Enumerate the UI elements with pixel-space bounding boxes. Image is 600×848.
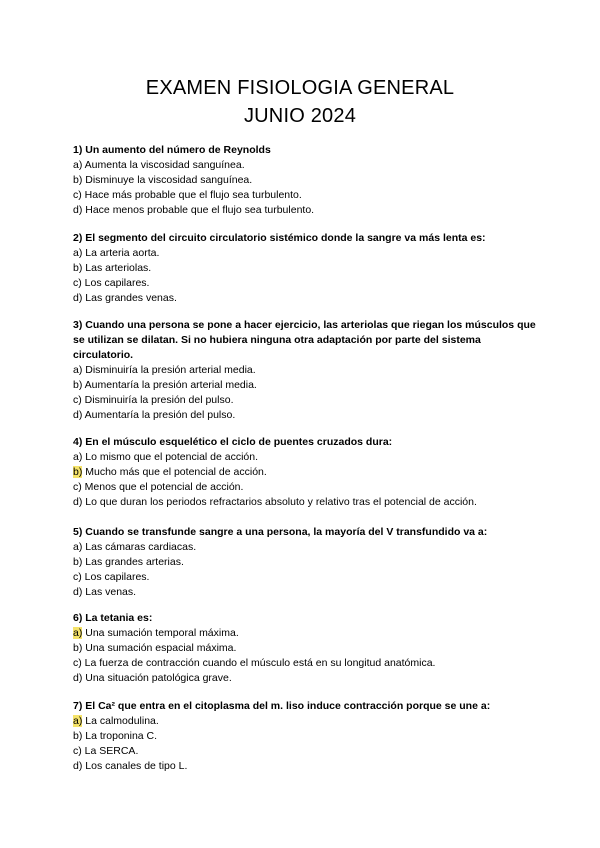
option-letter: d) — [73, 760, 83, 772]
option-d — [73, 291, 543, 306]
option-d — [73, 585, 543, 600]
exam-title: EXAMEN FISIOLOGIA GENERAL — [145, 77, 455, 99]
option-text: Los canales de tipo L. — [82, 760, 188, 772]
option-letter: a) — [73, 451, 83, 463]
option-letter: c) — [73, 571, 82, 583]
option-letter: b) — [73, 174, 83, 186]
highlighted-option-letter: a) — [73, 715, 83, 727]
question-title: 7) El Ca² que entra en el citoplasma del m. liso induce contracción porque se une a: — [73, 700, 491, 712]
question-title: 4) En el músculo esquelético el ciclo de puentes cruzados dura: — [73, 436, 393, 448]
highlighted-option-letter: b) — [73, 466, 83, 478]
option-a — [73, 363, 543, 378]
option-letter: c) — [73, 657, 82, 669]
option-a — [73, 246, 543, 261]
option-text: Lo que duran los periodos refractarios absoluto y relativo tras el potencial de acción. — [82, 496, 477, 508]
option-d — [73, 203, 543, 218]
option-text: La calmodulina. — [82, 715, 159, 727]
option-letter: d) — [73, 409, 83, 421]
option-letter: b) — [73, 262, 83, 274]
option-letter: d) — [73, 496, 83, 508]
question-7 — [73, 699, 543, 774]
question-6 — [73, 611, 543, 686]
option-text: Las grandes arterias. — [82, 556, 184, 568]
option-a — [73, 714, 543, 729]
option-text: Disminuye la viscosidad sanguínea. — [82, 174, 253, 186]
option-letter: d) — [73, 586, 83, 598]
option-text: Las arteriolas. — [82, 262, 152, 274]
option-letter: c) — [73, 394, 82, 406]
option-b — [73, 641, 543, 656]
option-c — [73, 188, 543, 203]
option-text: Las cámaras cardiacas. — [82, 541, 197, 553]
option-text: La SERCA. — [81, 745, 139, 757]
question-3 — [73, 318, 543, 423]
option-d — [73, 759, 543, 774]
option-letter: a) — [73, 541, 83, 553]
option-letter: a) — [73, 364, 83, 376]
option-text: Hace más probable que el flujo sea turbulento. — [81, 189, 302, 201]
option-letter: c) — [73, 481, 82, 493]
option-a — [73, 450, 543, 465]
option-c — [73, 656, 543, 671]
option-text: Menos que el potencial de acción. — [81, 481, 244, 493]
option-text: Aumentaría la presión del pulso. — [82, 409, 236, 421]
option-text: Disminuiría la presión del pulso. — [81, 394, 234, 406]
exam-date: JUNIO 2024 — [243, 105, 357, 127]
option-letter: a) — [73, 247, 83, 259]
option-c — [73, 393, 543, 408]
option-text: Mucho más que el potencial de acción. — [82, 466, 267, 478]
option-text: Hace menos probable que el flujo sea turbulento. — [82, 204, 315, 216]
option-c — [73, 744, 543, 759]
option-text: Aumenta la viscosidad sanguínea. — [82, 159, 245, 171]
option-letter: b) — [73, 642, 83, 654]
option-letter: c) — [73, 745, 82, 757]
option-d — [73, 408, 543, 423]
option-letter: d) — [73, 672, 83, 684]
option-letter: b) — [73, 379, 83, 391]
option-text: Los capilares. — [81, 571, 150, 583]
option-b — [73, 261, 543, 276]
option-letter: c) — [73, 189, 82, 201]
option-text: Las venas. — [82, 586, 137, 598]
option-b — [73, 465, 543, 480]
highlighted-option-letter: a) — [73, 627, 83, 639]
question-title: 5) Cuando se transfunde sangre a una persona, la mayoría del V transfundido va a: — [73, 526, 488, 538]
option-letter: d) — [73, 204, 83, 216]
option-text: Una sumación temporal máxima. — [82, 627, 239, 639]
option-letter: b) — [73, 730, 83, 742]
option-text: Lo mismo que el potencial de acción. — [82, 451, 259, 463]
option-d — [73, 671, 543, 686]
question-5 — [73, 525, 543, 600]
option-a — [73, 158, 543, 173]
option-text: Los capilares. — [81, 277, 150, 289]
option-b — [73, 173, 543, 188]
option-c — [73, 480, 543, 495]
option-letter: b) — [73, 556, 83, 568]
option-b — [73, 555, 543, 570]
option-b — [73, 378, 543, 393]
question-2 — [73, 231, 543, 306]
option-a — [73, 540, 543, 555]
option-c — [73, 276, 543, 291]
question-title: 3) Cuando una persona se pone a hacer ejercicio, las arteriolas que riegan los músculos que se utilizan se dilatan. Si no hubiera ninguna otra adaptación por parte del sistema circulatorio. — [73, 319, 536, 361]
option-text: La arteria aorta. — [82, 247, 160, 259]
option-b — [73, 729, 543, 744]
option-a — [73, 626, 543, 641]
option-text: Las grandes venas. — [82, 292, 177, 304]
option-text: La troponina C. — [82, 730, 158, 742]
option-c — [73, 570, 543, 585]
option-text: La fuerza de contracción cuando el músculo está en su longitud anatómica. — [81, 657, 436, 669]
question-title: 2) El segmento del circuito circulatorio sistémico donde la sangre va más lenta es: — [73, 232, 486, 244]
question-title: 6) La tetania es: — [73, 612, 153, 624]
option-text: Aumentaría la presión arterial media. — [82, 379, 257, 391]
option-letter: c) — [73, 277, 82, 289]
option-text: Una situación patológica grave. — [82, 672, 232, 684]
option-text: Disminuiría la presión arterial media. — [82, 364, 256, 376]
question-title: 1) Un aumento del número de Reynolds — [73, 144, 271, 156]
option-letter: d) — [73, 292, 83, 304]
option-letter: a) — [73, 159, 83, 171]
option-d — [73, 495, 543, 510]
question-1 — [73, 143, 543, 218]
option-text: Una sumación espacial máxima. — [82, 642, 237, 654]
question-4 — [73, 435, 543, 510]
